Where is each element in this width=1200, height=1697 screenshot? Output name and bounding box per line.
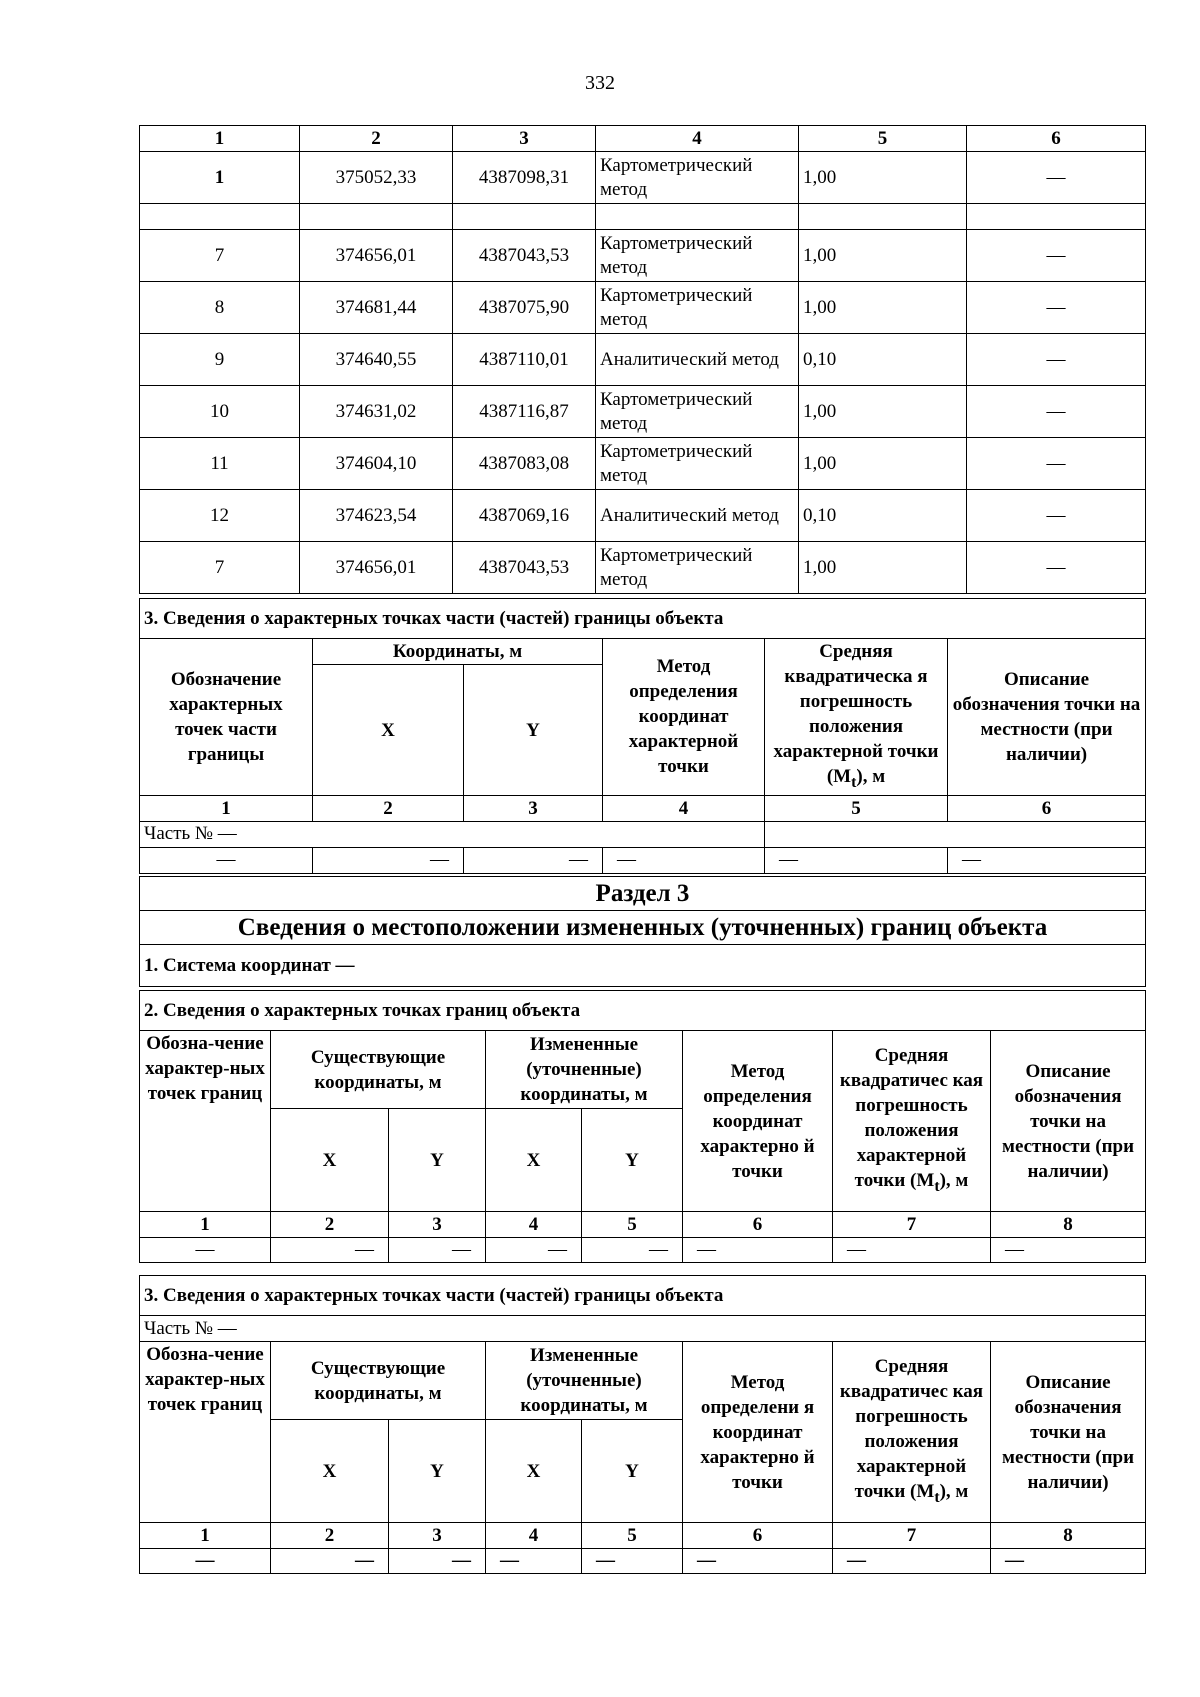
section-label: Раздел 3: [140, 877, 1146, 911]
header-x: X: [486, 1420, 582, 1523]
point-number: 9: [140, 334, 300, 386]
method: Картометрический метод: [596, 542, 799, 594]
point-number: 7: [140, 542, 300, 594]
dash-cell: —: [833, 1549, 991, 1574]
table-row: [140, 847, 1146, 873]
header-accuracy: [765, 639, 948, 796]
col-number: 3: [389, 1212, 486, 1238]
table-row: [140, 438, 1146, 490]
dash-cell: —: [271, 1549, 389, 1574]
coord-y: 4387098,31: [453, 152, 596, 204]
section-title: 2. Сведения о характерных точках границ объекта: [140, 991, 1146, 1031]
dash-cell: —: [389, 1238, 486, 1263]
description: —: [967, 334, 1146, 386]
coord-y: 4387043,53: [453, 542, 596, 594]
col-number: 5: [799, 126, 967, 152]
description: [967, 204, 1146, 230]
method: Картометрический метод: [596, 230, 799, 282]
table-row: [140, 152, 1146, 204]
header-accuracy-unit: ), м: [856, 766, 886, 787]
header-accuracy: [833, 1342, 991, 1523]
accuracy: 0,10: [799, 490, 967, 542]
accuracy: 1,00: [799, 542, 967, 594]
description: —: [967, 438, 1146, 490]
dash-cell: —: [948, 847, 1146, 873]
column-number-row: [140, 126, 1146, 152]
header-method: Метод определения координат характерно й точки: [683, 1031, 833, 1212]
header-description: Описание обозначения точки на местности (при наличии): [948, 639, 1146, 796]
header-y: Y: [582, 1109, 683, 1212]
header-y: Y: [582, 1420, 683, 1523]
section-title: 3. Сведения о характерных точках части (частей) границы объекта: [140, 599, 1146, 639]
header-y: Y: [389, 1420, 486, 1523]
section-3-heading: [139, 876, 1146, 987]
method: Картометрический метод: [596, 282, 799, 334]
table-row: [140, 204, 1146, 230]
col-number: 3: [389, 1523, 486, 1549]
col-number: 1: [140, 1523, 271, 1549]
accuracy: 1,00: [799, 152, 967, 204]
header-accuracy-sub: t: [851, 773, 857, 791]
coord-y: 4387069,16: [453, 490, 596, 542]
description: —: [967, 230, 1146, 282]
method: Картометрический метод: [596, 438, 799, 490]
col-number: 7: [833, 1523, 991, 1549]
header-x: X: [271, 1109, 389, 1212]
point-number: 10: [140, 386, 300, 438]
method: [596, 204, 799, 230]
header-accuracy-unit: ), м: [939, 1170, 969, 1192]
accuracy: 1,00: [799, 282, 967, 334]
dash-cell: —: [140, 1238, 271, 1263]
col-number: 6: [683, 1212, 833, 1238]
col-number: 6: [948, 795, 1146, 821]
header-method: Метод определения координат характерной точки: [603, 639, 765, 796]
col-number: 2: [313, 795, 464, 821]
header-accuracy-text: Средняя квадратичес кая погрешность положения характерной точки (M: [839, 1356, 984, 1503]
part-points-table: [139, 598, 1146, 874]
description: —: [967, 542, 1146, 594]
col-number: 3: [464, 795, 603, 821]
col-number: 8: [991, 1212, 1146, 1238]
coord-x: 374656,01: [300, 230, 453, 282]
header-x: X: [313, 665, 464, 795]
col-number: 5: [765, 795, 948, 821]
dash-cell: —: [486, 1238, 582, 1263]
point-number: [140, 204, 300, 230]
dash-cell: —: [833, 1238, 991, 1263]
col-number: 1: [140, 1212, 271, 1238]
header-x: X: [486, 1109, 582, 1212]
method: Аналитический метод: [596, 490, 799, 542]
col-number: 2: [271, 1523, 389, 1549]
coord-x: 375052,33: [300, 152, 453, 204]
dash-cell: —: [464, 847, 603, 873]
part-label: Часть № —: [140, 821, 765, 847]
col-number: 4: [596, 126, 799, 152]
coordinates-table: [139, 125, 1146, 594]
method: Картометрический метод: [596, 152, 799, 204]
coord-y: 4387110,01: [453, 334, 596, 386]
description: —: [967, 152, 1146, 204]
empty-cell: [765, 821, 1146, 847]
header-existing: Существующие координаты, м: [271, 1342, 486, 1420]
dash-cell: —: [582, 1238, 683, 1263]
coord-y: [453, 204, 596, 230]
dash-cell: —: [683, 1238, 833, 1263]
header-accuracy-text: Средняя квадратичес кая погрешность положения характерной точки (M: [839, 1045, 984, 1192]
coord-y: 4387075,90: [453, 282, 596, 334]
header-accuracy: [833, 1031, 991, 1212]
dash-cell: —: [683, 1549, 833, 1574]
dash-cell: —: [140, 1549, 271, 1574]
col-number: 2: [271, 1212, 389, 1238]
coord-y: 4387116,87: [453, 386, 596, 438]
table-row: [140, 1549, 1146, 1574]
header-description: Описание обозначения точки на местности (при наличии): [991, 1031, 1146, 1212]
dash-cell: —: [389, 1549, 486, 1574]
page-number: 332: [585, 72, 615, 94]
header-existing: Существующие координаты, м: [271, 1031, 486, 1109]
header-accuracy-unit: ), м: [939, 1481, 969, 1503]
coord-x: 374623,54: [300, 490, 453, 542]
coord-x: 374656,01: [300, 542, 453, 594]
coord-x: 374604,10: [300, 438, 453, 490]
section-title: Сведения о местоположении измененных (уточненных) границ объекта: [140, 911, 1146, 945]
table-row: [140, 386, 1146, 438]
accuracy: 0,10: [799, 334, 967, 386]
column-number-row: [140, 795, 1146, 821]
dash-cell: —: [991, 1549, 1146, 1574]
col-number: 4: [486, 1523, 582, 1549]
header-accuracy-text: Средняя квадратическа я погрешность положения характерной точки (M: [773, 641, 939, 787]
dash-cell: —: [140, 847, 313, 873]
table-row: [140, 490, 1146, 542]
coord-y: 4387043,53: [453, 230, 596, 282]
table-row: [140, 230, 1146, 282]
dash-cell: —: [991, 1238, 1146, 1263]
table-row: [140, 1238, 1146, 1263]
header-y: Y: [464, 665, 603, 795]
dash-cell: —: [765, 847, 948, 873]
col-number: 6: [683, 1523, 833, 1549]
point-number: 1: [140, 152, 300, 204]
coord-x: 374631,02: [300, 386, 453, 438]
section-title: 3. Сведения о характерных точках части (частей) границы объекта: [140, 1276, 1146, 1316]
changed-points-table: [139, 990, 1146, 1263]
col-number: 2: [300, 126, 453, 152]
header-designation: Обозна-чение характер-ных точек границ: [140, 1342, 271, 1523]
coord-x: 374640,55: [300, 334, 453, 386]
col-number: 3: [453, 126, 596, 152]
coord-x: [300, 204, 453, 230]
header-y: Y: [389, 1109, 486, 1212]
dash-cell: —: [603, 847, 765, 873]
point-number: 12: [140, 490, 300, 542]
dash-cell: —: [313, 847, 464, 873]
header-accuracy-sub: t: [934, 1488, 940, 1506]
header-accuracy-sub: t: [934, 1177, 940, 1195]
col-number: 4: [486, 1212, 582, 1238]
col-number: 6: [967, 126, 1146, 152]
accuracy: 1,00: [799, 230, 967, 282]
coord-y: 4387083,08: [453, 438, 596, 490]
dash-cell: —: [582, 1549, 683, 1574]
accuracy: [799, 204, 967, 230]
description: —: [967, 386, 1146, 438]
changed-part-points-table: [139, 1275, 1146, 1574]
accuracy: 1,00: [799, 438, 967, 490]
description: —: [967, 282, 1146, 334]
table-row: [140, 282, 1146, 334]
method: Картометрический метод: [596, 386, 799, 438]
point-number: 8: [140, 282, 300, 334]
col-number: 1: [140, 126, 300, 152]
accuracy: 1,00: [799, 386, 967, 438]
col-number: 5: [582, 1523, 683, 1549]
header-designation: Обозна-чение характер-ных точек границ: [140, 1031, 271, 1212]
header-method: Метод определени я координат характерно й точки: [683, 1342, 833, 1523]
header-coordinates: Координаты, м: [313, 639, 603, 665]
point-number: 11: [140, 438, 300, 490]
part-label: Часть № —: [140, 1316, 1146, 1342]
header-designation: Обозначение характерных точек части границы: [140, 639, 313, 796]
col-number: 8: [991, 1523, 1146, 1549]
header-description: Описание обозначения точки на местности (при наличии): [991, 1342, 1146, 1523]
header-changed: Измененные (уточненные) координаты, м: [486, 1342, 683, 1420]
col-number: 1: [140, 795, 313, 821]
col-number: 7: [833, 1212, 991, 1238]
dash-cell: —: [486, 1549, 582, 1574]
coord-x: 374681,44: [300, 282, 453, 334]
method: Аналитический метод: [596, 334, 799, 386]
point-number: 7: [140, 230, 300, 282]
col-number: 4: [603, 795, 765, 821]
column-number-row: [140, 1523, 1146, 1549]
coordinate-system: 1. Система координат —: [140, 945, 1146, 987]
header-changed: Измененные (уточненные) координаты, м: [486, 1031, 683, 1109]
table-row: [140, 542, 1146, 594]
col-number: 5: [582, 1212, 683, 1238]
header-x: X: [271, 1420, 389, 1523]
column-number-row: [140, 1212, 1146, 1238]
dash-cell: —: [271, 1238, 389, 1263]
table-row: [140, 334, 1146, 386]
description: —: [967, 490, 1146, 542]
